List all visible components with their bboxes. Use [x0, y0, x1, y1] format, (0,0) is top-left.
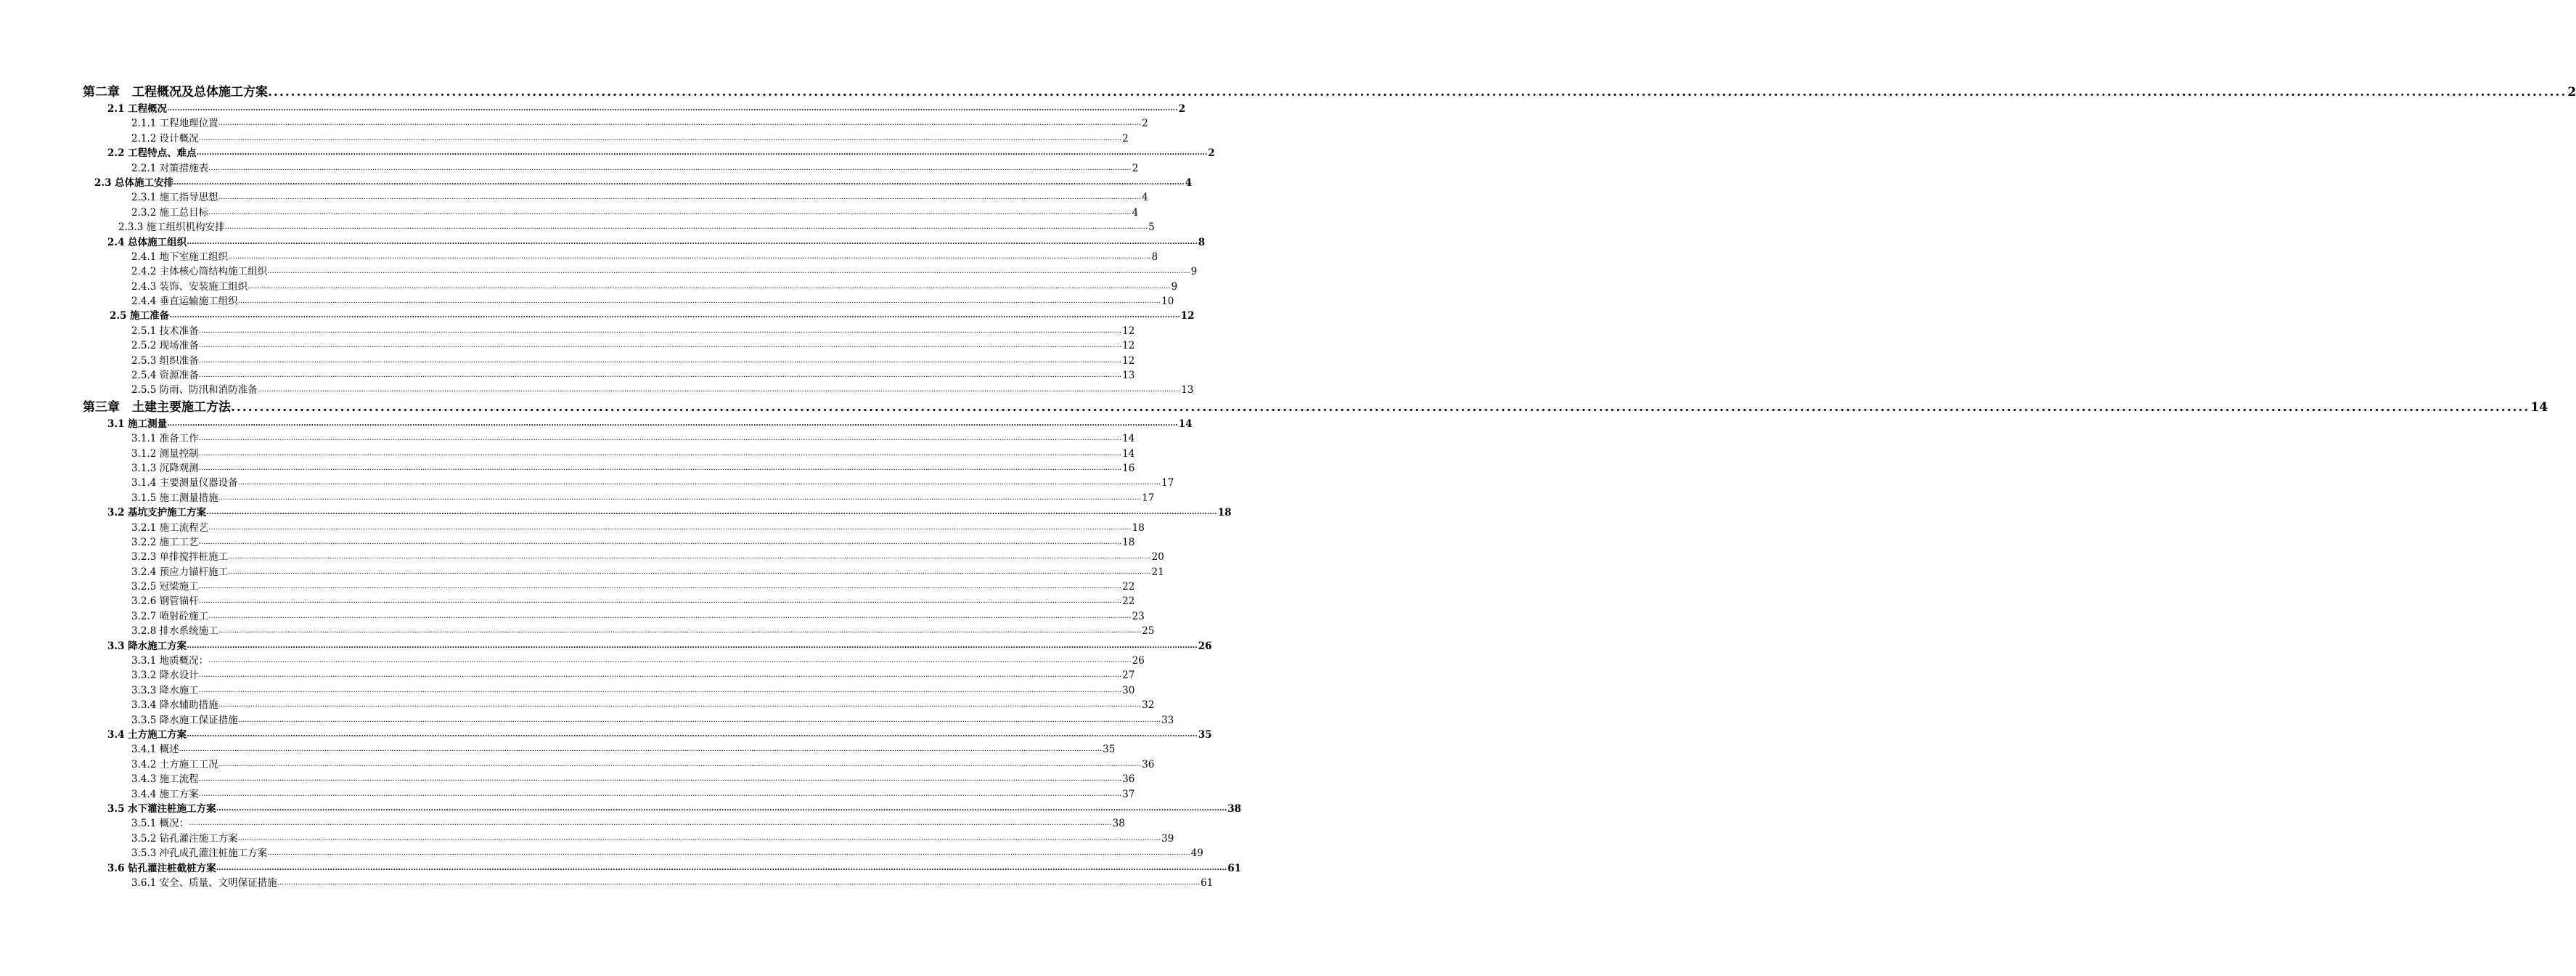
toc-entry[interactable]	[131, 447, 1135, 461]
toc-entry-page-number: 14	[1122, 447, 1135, 460]
toc-entry-page-number: 61	[1201, 877, 1214, 889]
toc-entry[interactable]	[107, 802, 1242, 816]
toc-entry-title: 2.5.2 现场准备	[131, 340, 199, 352]
toc-entry-title: 3.6.1 安全、质量、文明保证措施	[131, 877, 277, 889]
toc-entry[interactable]	[131, 294, 1174, 309]
toc-entry-page-number: 12	[1180, 310, 1195, 322]
dot-leader: ................................................................................................................................................................................................................................................................................................................................................................................................................	[208, 656, 1132, 665]
toc-entry-title: 3.2.4 预应力锚杆施工	[131, 566, 229, 578]
toc-entry[interactable]	[131, 131, 1129, 146]
dot-leader: ................................................................................................................................................................................................................................................................................................................................................................................................................	[218, 627, 1142, 635]
toc-entry-title: 3.1.3 沉降观测	[131, 462, 199, 474]
toc-entry-page-number: 14	[2530, 399, 2548, 415]
toc-entry-page-number: 10	[1161, 296, 1174, 308]
toc-entry-page-number: 17	[1161, 477, 1174, 489]
dot-leader: ................................................................................................................................................................................................................................................................................................................................................................................................................	[267, 267, 1190, 276]
dot-leader: ................................................................................................................................................................................................................................................................................................................................................................................................................	[277, 878, 1201, 887]
toc-entry[interactable]	[131, 624, 1155, 638]
toc-entry[interactable]	[107, 639, 1212, 654]
toc-entry[interactable]	[131, 324, 1135, 338]
toc-entry-title: 3.2.6 钢管锚杆	[131, 595, 199, 608]
dot-leader: ................................................................................................................................................................................................................................................................................................................................................................................................................	[248, 282, 1171, 290]
toc-entry-title: 2.2 工程特点、难点	[107, 147, 197, 160]
toc-entry-title: 2.4.3 装饰、安装施工组织	[131, 280, 248, 293]
toc-entry[interactable]	[107, 146, 1215, 160]
toc-entry-title: 2.5 施工准备	[110, 310, 170, 322]
toc-entry-page-number: 4	[1132, 206, 1139, 219]
toc-entry-page-number: 36	[1122, 773, 1135, 786]
toc-entry-title: 3.2.1 施工流程艺	[131, 521, 209, 534]
toc-entry[interactable]	[131, 491, 1155, 505]
toc-entry-page-number: 4	[1142, 192, 1148, 204]
dot-leader: ................................................................................................................................................................................................................................................................................................................................................................................................................	[231, 399, 2530, 415]
toc-entry-page-number: 2	[1178, 102, 1186, 115]
toc-entry-title: 2.5.4 资源准备	[131, 370, 199, 382]
toc-entry[interactable]	[83, 398, 2548, 417]
toc-entry-title: 3.4.3 施工流程	[131, 773, 199, 786]
dot-leader: ................................................................................................................................................................................................................................................................................................................................................................................................................	[208, 163, 1132, 172]
toc-entry-title: 3.2.5 冠梁施工	[131, 581, 199, 593]
toc-entry-page-number: 8	[1151, 251, 1158, 263]
toc-entry-page-number: 35	[1198, 729, 1212, 741]
toc-entry-page-number: 13	[1181, 384, 1194, 396]
toc-entry-page-number: 20	[1151, 551, 1164, 564]
toc-entry-page-number: 23	[1132, 610, 1145, 622]
dot-leader: ................................................................................................................................................................................................................................................................................................................................................................................................................	[198, 371, 1122, 380]
dot-leader: ................................................................................................................................................................................................................................................................................................................................................................................................................	[208, 208, 1132, 216]
dot-leader: ................................................................................................................................................................................................................................................................................................................................................................................................................	[224, 223, 1148, 232]
dot-leader: ................................................................................................................................................................................................................................................................................................................................................................................................................	[228, 252, 1151, 261]
toc-entry-page-number: 61	[1227, 862, 1242, 874]
toc-entry-title: 3.5 水下灌注桩施工方案	[107, 802, 216, 815]
dot-leader: ................................................................................................................................................................................................................................................................................................................................................................................................................	[228, 553, 1151, 561]
toc-entry-page-number: 26	[1132, 655, 1145, 667]
dot-leader: ................................................................................................................................................................................................................................................................................................................................................................................................................	[179, 745, 1103, 754]
toc-entry[interactable]	[131, 521, 1145, 535]
toc-entry[interactable]	[107, 102, 1186, 116]
toc-entry-title: 3.2.7 喷射砼施工	[131, 610, 209, 622]
toc-entry[interactable]	[107, 235, 1206, 250]
dot-leader: ................................................................................................................................................................................................................................................................................................................................................................................................................	[237, 715, 1161, 724]
toc-entry-page-number: 9	[1171, 280, 1178, 293]
toc-entry-page-number: 22	[1122, 595, 1135, 608]
toc-entry-page-number: 2	[1208, 147, 1215, 160]
dot-leader: ................................................................................................................................................................................................................................................................................................................................................................................................................	[218, 119, 1142, 128]
toc-entry[interactable]	[131, 713, 1174, 728]
dot-leader: ................................................................................................................................................................................................................................................................................................................................................................................................................	[198, 326, 1122, 335]
toc-entry-title: 2.3 总体施工安排	[94, 176, 174, 189]
toc-entry-title: 3.1.1 准备工作	[131, 433, 199, 445]
toc-entry[interactable]	[131, 354, 1135, 368]
toc-entry[interactable]	[131, 580, 1135, 594]
toc-entry[interactable]	[131, 595, 1135, 609]
dot-leader: ................................................................................................................................................................................................................................................................................................................................................................................................................	[268, 85, 2567, 99]
toc-entry-page-number: 2	[1142, 118, 1148, 130]
toc-entry-page-number: 12	[1122, 340, 1135, 352]
toc-entry[interactable]	[118, 220, 1155, 235]
dot-leader: ................................................................................................................................................................................................................................................................................................................................................................................................................	[218, 760, 1142, 768]
toc-entry[interactable]	[131, 565, 1164, 580]
toc-entry-page-number: 32	[1142, 699, 1155, 712]
dot-leader: ................................................................................................................................................................................................................................................................................................................................................................................................................	[198, 789, 1122, 798]
toc-entry[interactable]	[131, 535, 1135, 550]
toc-entry-page-number: 37	[1122, 788, 1135, 800]
toc-entry-title: 3.2.3 单排搅拌桩施工	[131, 551, 229, 564]
toc-entry[interactable]	[83, 83, 2576, 102]
toc-entry[interactable]	[107, 728, 1212, 742]
toc-entry-title: 3.1 施工测量	[107, 418, 168, 430]
dot-leader: ................................................................................................................................................................................................................................................................................................................................................................................................................	[218, 701, 1142, 709]
dot-leader: ................................................................................................................................................................................................................................................................................................................................................................................................................	[169, 312, 1180, 320]
toc-entry[interactable]	[131, 338, 1135, 353]
toc-entry[interactable]	[131, 876, 1214, 890]
toc-entry-title: 3.5.3 冲孔成孔灌注桩施工方案	[131, 847, 268, 860]
toc-entry[interactable]	[131, 550, 1164, 564]
toc-entry-title: 3.2.8 排水系统施工	[131, 625, 218, 638]
toc-entry-title: 3.2.2 施工工艺	[131, 536, 199, 548]
toc-entry-page-number: 18	[1132, 521, 1145, 534]
toc-entry-title: 3.3.1 地质概况：	[131, 655, 209, 667]
toc-entry[interactable]	[131, 206, 1139, 220]
table-of-contents	[0, 83, 2576, 890]
toc-entry-title: 3.4.2 土方施工工况	[131, 758, 218, 770]
toc-entry-title: 3.2 基坑支护施工方案	[107, 507, 207, 519]
toc-entry[interactable]	[131, 772, 1135, 786]
toc-entry[interactable]	[131, 190, 1148, 205]
dot-leader: ................................................................................................................................................................................................................................................................................................................................................................................................................	[198, 597, 1122, 606]
toc-entry-title: 3.5.1 概况：	[131, 818, 189, 830]
toc-entry[interactable]	[131, 654, 1145, 668]
dot-leader: ................................................................................................................................................................................................................................................................................................................................................................................................................	[198, 537, 1122, 546]
dot-leader: ................................................................................................................................................................................................................................................................................................................................................................................................................	[218, 193, 1142, 202]
toc-entry[interactable]	[107, 505, 1232, 520]
toc-entry-page-number: 2	[2567, 85, 2576, 99]
toc-entry-page-number: 36	[1142, 758, 1155, 770]
toc-entry[interactable]	[131, 816, 1125, 831]
dot-leader: ................................................................................................................................................................................................................................................................................................................................................................................................................	[196, 149, 1208, 158]
toc-entry-title: 3.6 钻孔灌注桩截桩方案	[107, 862, 216, 874]
toc-entry-title: 2.1 工程概况	[107, 102, 168, 115]
toc-entry-title: 第三章 土建主要施工方法	[83, 399, 231, 415]
toc-entry[interactable]	[131, 368, 1135, 383]
toc-entry-page-number: 4	[1185, 176, 1193, 189]
toc-entry[interactable]	[131, 280, 1178, 294]
toc-entry-title: 3.4.1 概述	[131, 744, 179, 756]
dot-leader: ................................................................................................................................................................................................................................................................................................................................................................................................................	[187, 641, 1198, 650]
toc-entry-title: 3.3.5 降水施工保证措施	[131, 714, 238, 726]
toc-entry[interactable]	[131, 698, 1155, 712]
dot-leader: ................................................................................................................................................................................................................................................................................................................................................................................................................	[198, 434, 1122, 443]
dot-leader: ................................................................................................................................................................................................................................................................................................................................................................................................................	[218, 493, 1142, 502]
toc-entry[interactable]	[131, 461, 1135, 476]
toc-entry-title: 3.4 土方施工方案	[107, 729, 187, 741]
dot-leader: ................................................................................................................................................................................................................................................................................................................................................................................................................	[187, 237, 1198, 246]
toc-entry-page-number: 5	[1148, 221, 1155, 234]
dot-leader: ................................................................................................................................................................................................................................................................................................................................................................................................................	[206, 508, 1217, 517]
toc-entry-title: 2.5.5 防雨、防汛和消防准备	[131, 384, 258, 396]
dot-leader: ................................................................................................................................................................................................................................................................................................................................................................................................................	[198, 463, 1122, 472]
dot-leader: ................................................................................................................................................................................................................................................................................................................................................................................................................	[237, 479, 1161, 487]
toc-entry-page-number: 27	[1122, 670, 1135, 682]
toc-entry[interactable]	[131, 250, 1158, 264]
toc-entry-title: 3.3.3 降水施工	[131, 684, 199, 696]
dot-leader: ................................................................................................................................................................................................................................................................................................................................................................................................................	[198, 356, 1122, 365]
dot-leader: ................................................................................................................................................................................................................................................................................................................................................................................................................	[216, 863, 1227, 872]
toc-entry[interactable]	[131, 383, 1194, 397]
toc-entry-page-number: 38	[1227, 802, 1242, 815]
dot-leader: ................................................................................................................................................................................................................................................................................................................................................................................................................	[198, 134, 1122, 142]
toc-entry[interactable]	[131, 742, 1116, 757]
toc-entry[interactable]	[131, 757, 1155, 772]
toc-entry-title: 3.1.4 主要测量仪器设备	[131, 477, 238, 489]
dot-leader: ................................................................................................................................................................................................................................................................................................................................................................................................................	[216, 804, 1227, 813]
dot-leader: ................................................................................................................................................................................................................................................................................................................................................................................................................	[167, 104, 1178, 113]
toc-entry-page-number: 2	[1122, 132, 1129, 145]
toc-entry-title: 第二章 工程概况及总体施工方案	[83, 85, 268, 99]
toc-entry-title: 2.3.2 施工总目标	[131, 206, 209, 219]
toc-entry-page-number: 22	[1122, 581, 1135, 593]
toc-entry[interactable]	[107, 861, 1242, 876]
toc-entry-title: 2.1.2 设计概况	[131, 132, 199, 145]
dot-leader: ................................................................................................................................................................................................................................................................................................................................................................................................................	[198, 671, 1122, 680]
toc-entry[interactable]	[131, 831, 1174, 846]
toc-entry-title: 3.3 降水施工方案	[107, 640, 187, 652]
toc-entry-title: 2.5.3 组织准备	[131, 354, 199, 367]
toc-entry[interactable]	[94, 176, 1193, 190]
toc-entry-page-number: 18	[1122, 536, 1135, 548]
dot-leader: ................................................................................................................................................................................................................................................................................................................................................................................................................	[208, 523, 1132, 532]
toc-entry-title: 3.1.5 施工测量措施	[131, 492, 218, 504]
toc-entry-title: 2.5.1 技术准备	[131, 325, 199, 337]
toc-entry-page-number: 21	[1151, 566, 1164, 578]
toc-entry-title: 3.3.4 降水辅助措施	[131, 699, 218, 712]
toc-entry-page-number: 18	[1217, 507, 1232, 519]
toc-entry-title: 3.4.4 施工方案	[131, 788, 199, 800]
toc-entry-page-number: 25	[1142, 625, 1155, 638]
dot-leader: ................................................................................................................................................................................................................................................................................................................................................................................................................	[257, 386, 1181, 394]
dot-leader: ................................................................................................................................................................................................................................................................................................................................................................................................................	[173, 178, 1185, 187]
toc-entry-page-number: 14	[1178, 418, 1193, 430]
toc-entry[interactable]	[131, 116, 1148, 131]
toc-entry-page-number: 17	[1142, 492, 1155, 504]
toc-entry-title: 3.3.2 降水设计	[131, 670, 199, 682]
toc-entry[interactable]	[131, 609, 1145, 624]
toc-entry[interactable]	[110, 309, 1195, 323]
toc-entry[interactable]	[131, 668, 1135, 683]
toc-entry-page-number: 38	[1112, 818, 1125, 830]
toc-entry[interactable]	[131, 161, 1139, 176]
dot-leader: ................................................................................................................................................................................................................................................................................................................................................................................................................	[198, 341, 1122, 350]
toc-entry-page-number: 33	[1161, 714, 1174, 726]
dot-leader: ................................................................................................................................................................................................................................................................................................................................................................................................................	[187, 731, 1198, 739]
toc-entry[interactable]	[107, 417, 1193, 431]
toc-entry-title: 2.3.1 施工指导思想	[131, 192, 218, 204]
dot-leader: ................................................................................................................................................................................................................................................................................................................................................................................................................	[198, 686, 1122, 694]
toc-entry-title: 3.5.2 钻孔灌注施工方案	[131, 832, 238, 845]
toc-entry-page-number: 8	[1198, 236, 1206, 248]
dot-leader: ................................................................................................................................................................................................................................................................................................................................................................................................................	[167, 419, 1178, 428]
toc-entry[interactable]	[131, 787, 1135, 802]
dot-leader: ................................................................................................................................................................................................................................................................................................................................................................................................................	[267, 849, 1190, 858]
dot-leader: ................................................................................................................................................................................................................................................................................................................................................................................................................	[237, 834, 1161, 842]
toc-entry-page-number: 30	[1122, 684, 1135, 696]
toc-entry[interactable]	[131, 264, 1198, 279]
toc-entry-page-number: 13	[1122, 370, 1135, 382]
toc-entry-title: 2.4.2 主体核心筒结构施工组织	[131, 266, 268, 278]
dot-leader: ................................................................................................................................................................................................................................................................................................................................................................................................................	[208, 611, 1132, 620]
toc-entry-page-number: 16	[1122, 462, 1135, 474]
toc-entry-page-number: 2	[1132, 162, 1139, 174]
toc-entry-page-number: 12	[1122, 325, 1135, 337]
toc-entry-page-number: 35	[1103, 744, 1116, 756]
toc-entry-page-number: 9	[1190, 266, 1198, 278]
toc-entry[interactable]	[131, 683, 1135, 698]
toc-entry[interactable]	[131, 846, 1203, 861]
toc-entry[interactable]	[131, 431, 1135, 446]
toc-entry-title: 2.4.4 垂直运输施工组织	[131, 296, 238, 308]
toc-entry-page-number: 14	[1122, 433, 1135, 445]
dot-leader: ................................................................................................................................................................................................................................................................................................................................................................................................................	[198, 449, 1122, 458]
toc-entry-page-number: 39	[1161, 832, 1174, 845]
toc-entry-title: 2.1.1 工程地理位置	[131, 118, 218, 130]
dot-leader: ................................................................................................................................................................................................................................................................................................................................................................................................................	[198, 582, 1122, 591]
toc-entry-page-number: 49	[1190, 847, 1203, 860]
toc-entry-page-number: 12	[1122, 354, 1135, 367]
toc-entry-title: 2.4.1 地下室施工组织	[131, 251, 229, 263]
toc-entry-title: 3.1.2 测量控制	[131, 447, 199, 460]
toc-entry-title: 2.4 总体施工组织	[107, 236, 187, 248]
dot-leader: ................................................................................................................................................................................................................................................................................................................................................................................................................	[237, 297, 1161, 306]
dot-leader: ................................................................................................................................................................................................................................................................................................................................................................................................................	[189, 819, 1112, 828]
toc-entry-page-number: 26	[1198, 640, 1212, 652]
toc-entry-title: 2.3.3 施工组织机构安排	[118, 221, 225, 234]
dot-leader: ................................................................................................................................................................................................................................................................................................................................................................................................................	[228, 567, 1151, 576]
dot-leader: ................................................................................................................................................................................................................................................................................................................................................................................................................	[198, 775, 1122, 784]
toc-entry-title: 2.2.1 对策措施表	[131, 162, 209, 174]
toc-entry[interactable]	[131, 476, 1174, 490]
